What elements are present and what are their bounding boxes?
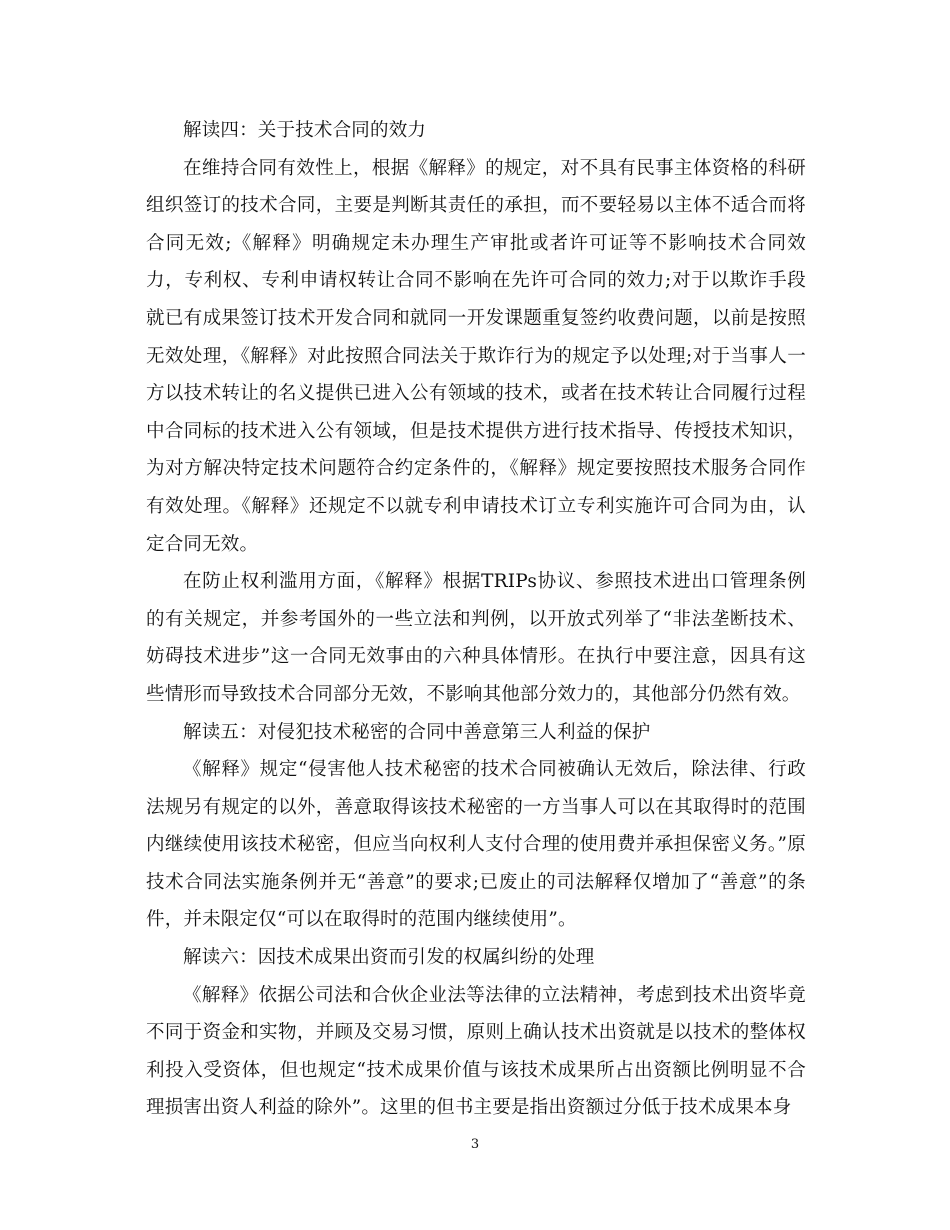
section-heading-interpretation-4: 解读四：关于技术合同的效力: [183, 120, 427, 141]
page-content: [146, 112, 806, 1127]
paragraph-trade-secret-protection: 《解释》规定“侵害他人技术秘密的技术合同被确认无效后，除法律、行政法规另有规定的以外，善意取得该技术秘密的一方当事人可以在其取得时的范围内继续使用该技术秘密，但应当向权利人支付合理的使用费并承担保密义务。”原技术合同法实施条例并无“善意”的要求;已废止的司法解释仅增加了“善意”的条件，并未限定仅“可以在取得时的范围内继续使用”。: [146, 759, 806, 931]
page-number: 3: [470, 1137, 480, 1152]
paragraph-technology-contribution: 《解释》依据公司法和合伙企业法等法律的立法精神，考虑到技术出资毕竟不同于资金和实物，并顾及交易习惯，原则上确认技术出资就是以技术的整体权利投入受资体，但也规定“技术成果价值与该技术成果所占出资额比例明显不合理损害出资人利益的除外”。这里的但书主要是指出资额过分低于技术成果本身: [146, 984, 806, 1119]
section-heading-interpretation-5: 解读五：对侵犯技术秘密的合同中善意第三人利益的保护: [183, 721, 651, 743]
paragraph-contract-validity: 在维持合同有效性上，根据《解释》的规定，对不具有民事主体资格的科研组织签订的技术合同，主要是判断其责任的承担，而不要轻易以主体不适合而将合同无效;《解释》明确规定未办理生产审批或者许可证等不影响技术合同效力，专利权、专利申请权转让合同不影响在先许可合同的效力;对于以欺诈手段就已有成果签订技术开发合同和就同一开发课题重复签约收费问题，以前是按照无效处理，《解释》对此按照合同法关于欺诈行为的规定予以处理;对于当事人一方以技术转让的名义提供已进入公有领域的技术，或者在技术转让合同履行过程中合同标的技术进入公有领域，但是技术提供方进行技术指导、传授技术知识，为对方解决特定技术问题符合约定条件的，《解释》规定要按照技术服务合同作有效处理。《解释》还规定不以就专利申请技术订立专利实施许可合同为由，认定合同无效。: [146, 157, 806, 555]
paragraph-abuse-of-rights: 在防止权利滥用方面，《解释》根据TRIPs协议、参照技术进出口管理条例的有关规定，并参考国外的一些立法和判例，以开放式列举了“非法垄断技术、妨碍技术进步”这一合同无效事由的六种具体情形。在执行中要注意，因具有这些情形而导致技术合同部分无效，不影响其他部分效力的，其他部分仍然有效。: [146, 571, 806, 705]
section-heading-interpretation-6: 解读六：因技术成果出资而引发的权属纠纷的处理: [183, 947, 595, 969]
